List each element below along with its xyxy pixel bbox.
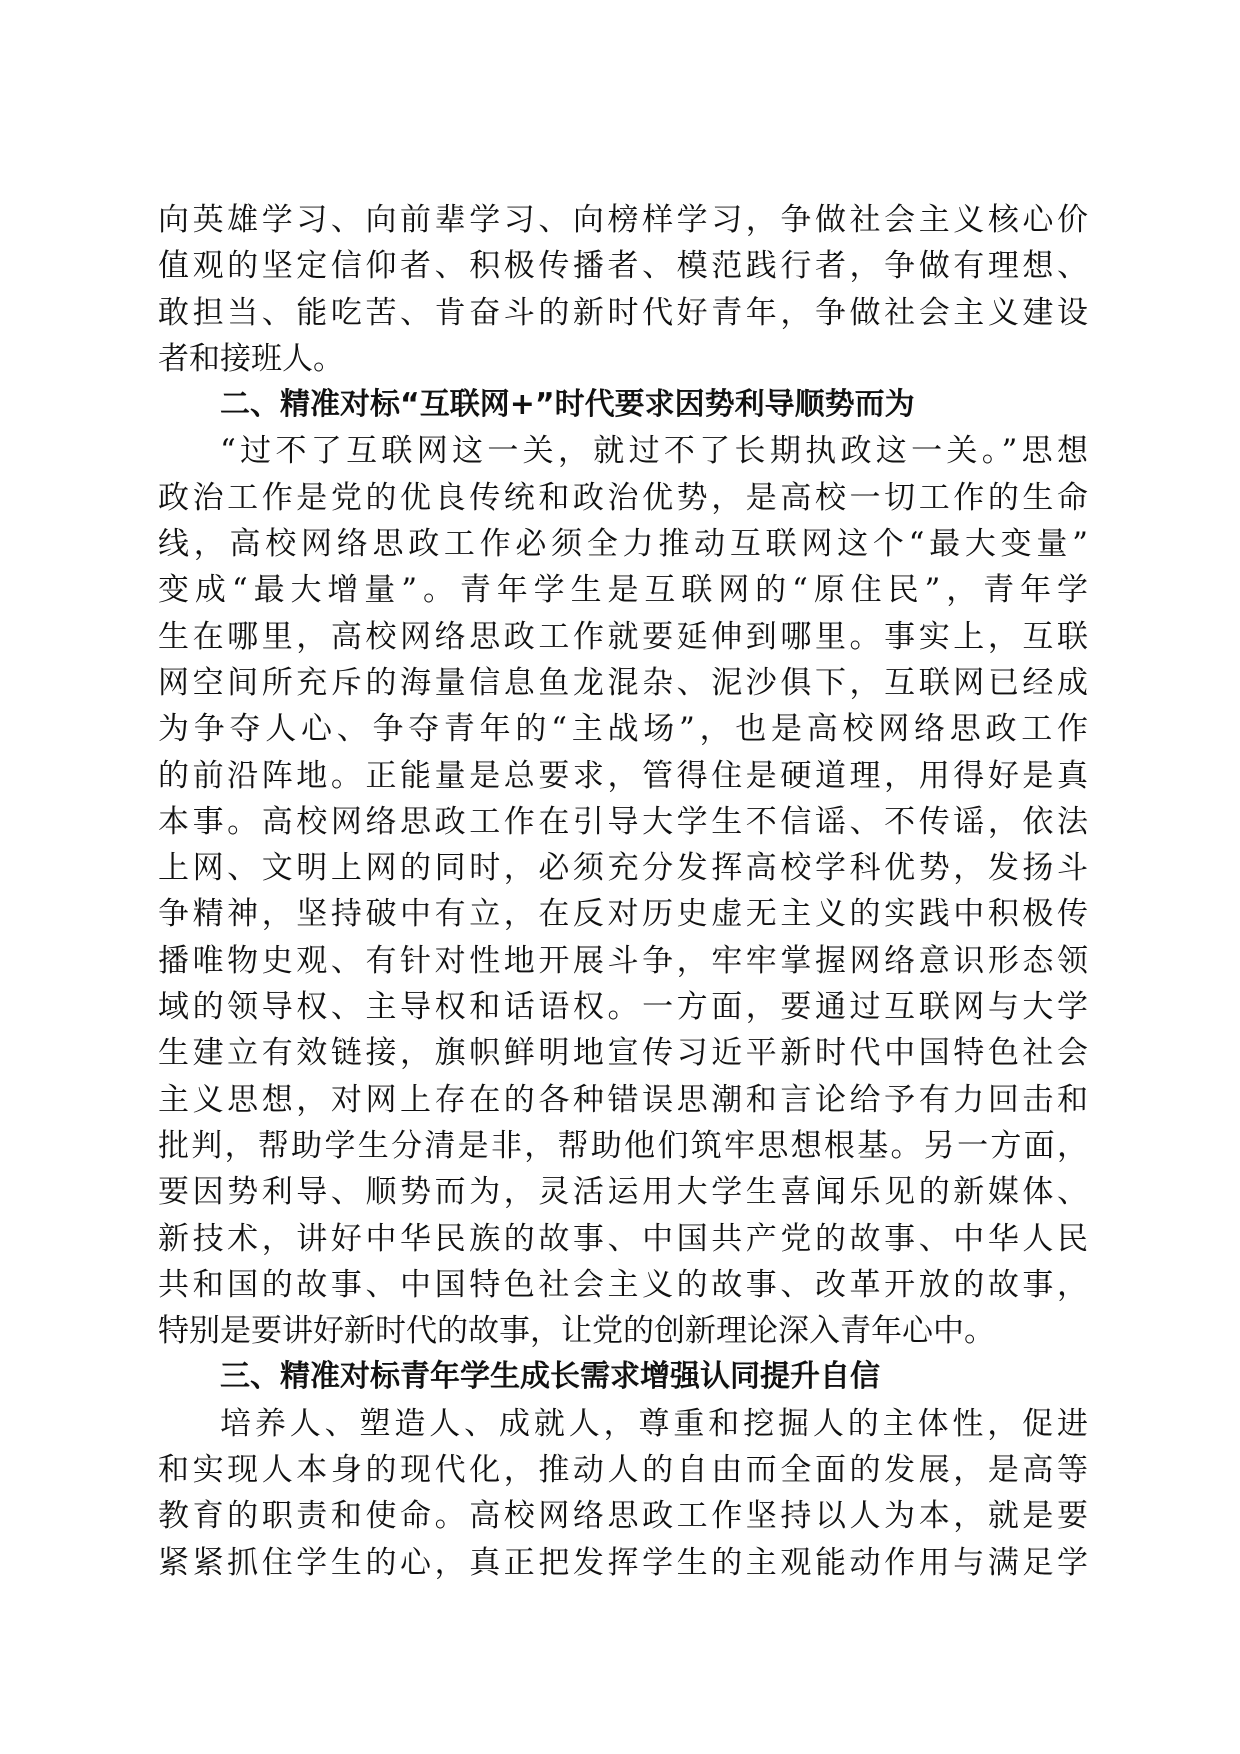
paragraph-line: 紧紧抓住学生的心，真正把发挥学生的主观能动作用与满足学 <box>158 1544 1088 1581</box>
paragraph-line: 主义思想，对网上存在的各种错误思潮和言论给予有力回击和 <box>158 1081 1088 1118</box>
paragraph-line: 政治工作是党的优良传统和政治优势，是高校一切工作的生命 <box>158 479 1088 516</box>
paragraph-line: 生建立有效链接，旗帜鲜明地宣传习近平新时代中国特色社会 <box>158 1035 1088 1072</box>
paragraph-line: 的前沿阵地。正能量是总要求，管得住是硬道理，用得好是真 <box>158 757 1088 794</box>
paragraph-line: 共和国的故事、中国特色社会主义的故事、改革开放的故事， <box>158 1266 1088 1303</box>
paragraph-line: 变成“最大增量”。青年学生是互联网的“原住民”，青年学 <box>158 572 1088 609</box>
paragraph-line: 值观的坚定信仰者、积极传播者、模范践行者，争做有理想、 <box>158 248 1088 285</box>
document-body <box>158 197 1088 1586</box>
paragraph-line: 者和接班人。 <box>158 340 344 377</box>
paragraph-line: 域的领导权、主导权和话语权。一方面，要通过互联网与大学 <box>158 989 1088 1026</box>
paragraph-line: 播唯物史观、有针对性地开展斗争，牢牢掌握网络意识形态领 <box>158 942 1088 979</box>
paragraph-line: 争精神，坚持破中有立，在反对历史虚无主义的实践中积极传 <box>158 896 1088 933</box>
section-heading-2: 二、精准对标“互联网+”时代要求因势利导顺势而为 <box>220 387 915 423</box>
paragraph-line: 生在哪里，高校网络思政工作就要延伸到哪里。事实上，互联 <box>158 618 1088 655</box>
paragraph-3 <box>158 1401 1088 1586</box>
paragraph-line: 线，高校网络思政工作必须全力推动互联网这个“最大变量” <box>158 526 1088 563</box>
paragraph-1 <box>158 197 1088 382</box>
paragraph-line: 培养人、塑造人、成就人，尊重和挖掘人的主体性，促进 <box>220 1405 1088 1442</box>
paragraph-line: 为争夺人心、争夺青年的“主战场”，也是高校网络思政工作 <box>158 711 1088 748</box>
paragraph-line: 向英雄学习、向前辈学习、向榜样学习，争做社会主义核心价 <box>158 202 1088 238</box>
paragraph-line: 网空间所充斥的海量信息鱼龙混杂、泥沙俱下，互联网已经成 <box>158 664 1088 701</box>
paragraph-line: 新技术，讲好中华民族的故事、中国共产党的故事、中华人民 <box>158 1220 1088 1257</box>
paragraph-line: 要因势利导、顺势而为，灵活运用大学生喜闻乐见的新媒体、 <box>158 1174 1088 1211</box>
paragraph-line: “过不了互联网这一关，就过不了长期执政这一关。”思想 <box>220 433 1088 470</box>
paragraph-line: 特别是要讲好新时代的故事，让党的创新理论深入青年心中。 <box>158 1313 995 1350</box>
paragraph-line: 本事。高校网络思政工作在引导大学生不信谣、不传谣，依法 <box>158 803 1088 840</box>
section-heading-3: 三、精准对标青年学生成长需求增强认同提升自信 <box>220 1359 880 1395</box>
paragraph-line: 和实现人本身的现代化，推动人的自由而全面的发展，是高等 <box>158 1452 1088 1489</box>
paragraph-line: 上网、文明上网的同时，必须充分发挥高校学科优势，发扬斗 <box>158 850 1088 887</box>
paragraph-line: 敢担当、能吃苦、肯奋斗的新时代好青年，争做社会主义建设 <box>158 294 1088 331</box>
paragraph-line: 批判，帮助学生分清是非，帮助他们筑牢思想根基。另一方面， <box>158 1127 1088 1164</box>
paragraph-2 <box>158 428 1088 1354</box>
paragraph-line: 教育的职责和使命。高校网络思政工作坚持以人为本，就是要 <box>158 1498 1088 1535</box>
